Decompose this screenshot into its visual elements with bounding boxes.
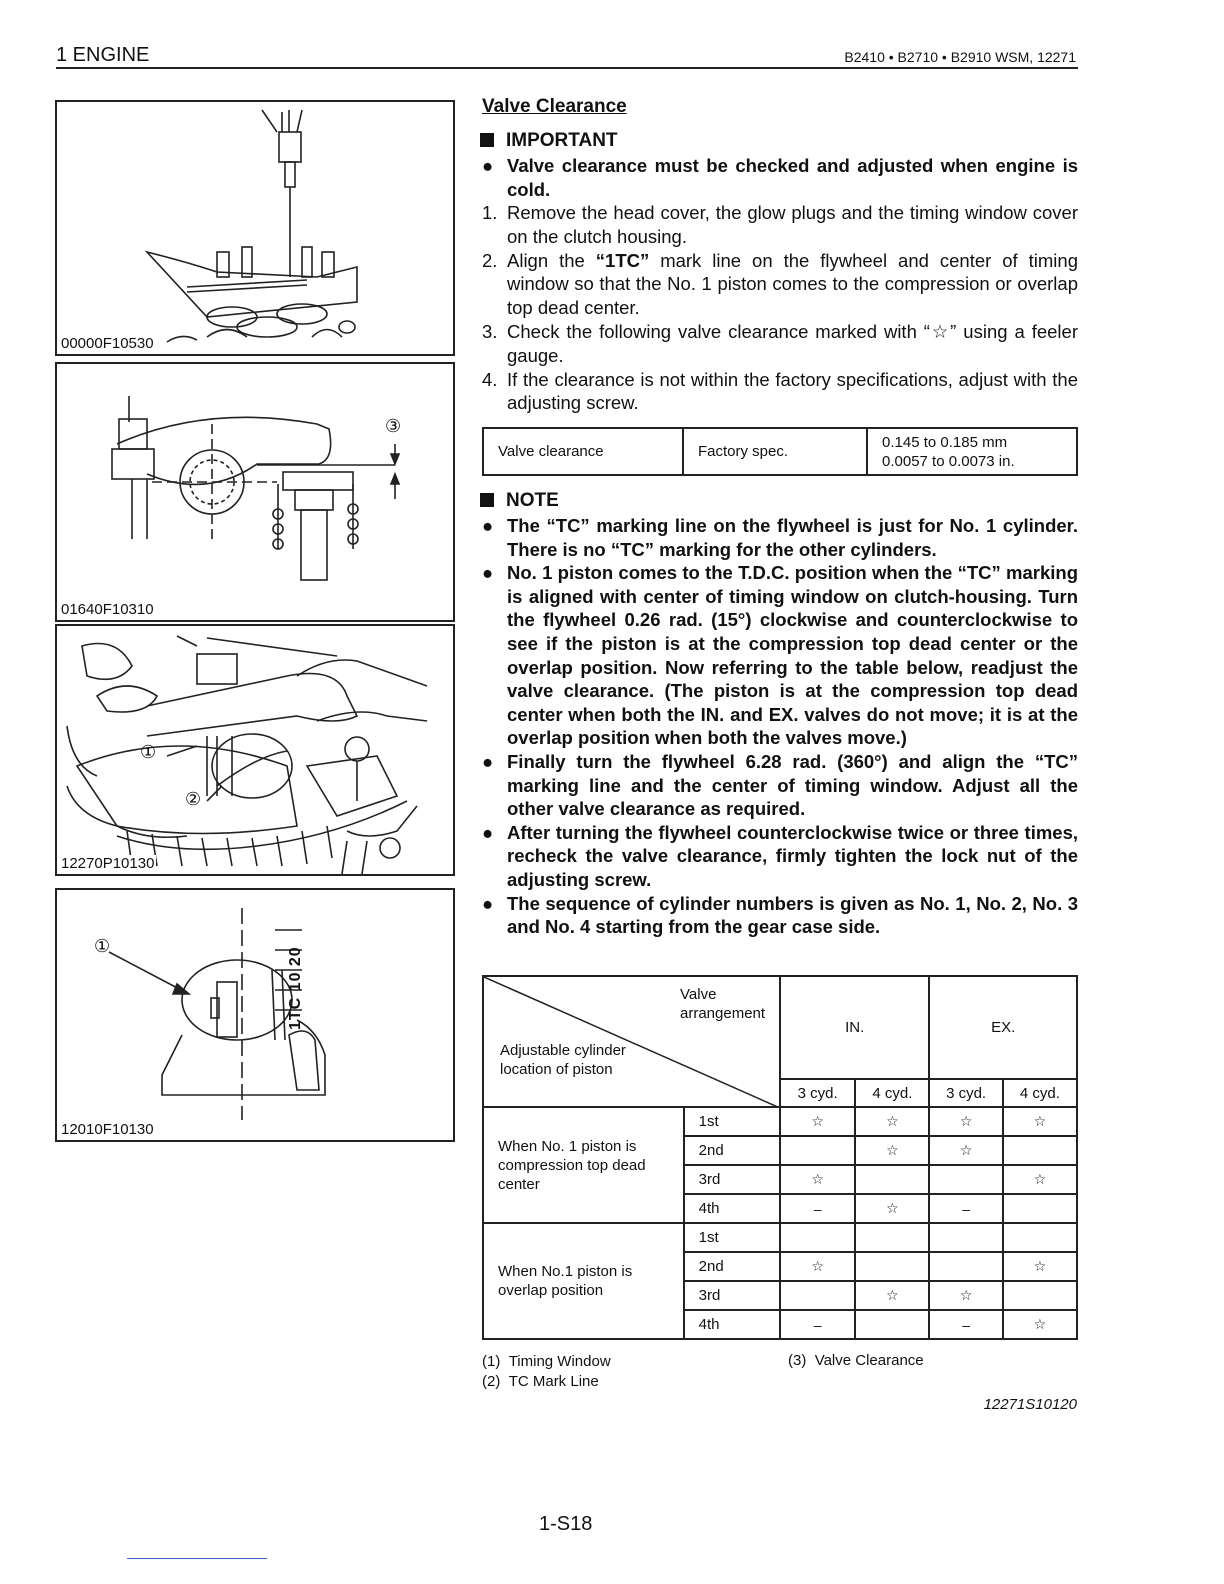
table-cell: ☆ xyxy=(929,1107,1002,1136)
legend-left xyxy=(482,1352,611,1392)
bullet-icon: ● xyxy=(482,892,494,914)
rocker-arm-clearance-diagram xyxy=(57,364,453,620)
step: 4. If the clearance is not within the factory specifications, adjust with the adjusting screw. xyxy=(482,368,1078,414)
table-cell xyxy=(1003,1194,1077,1223)
bullet-icon: ● xyxy=(482,515,494,536)
table-cell xyxy=(780,1136,855,1165)
flywheel-scale-text: 1TC 10 20 xyxy=(287,946,304,1030)
table-cell xyxy=(780,1281,855,1310)
figure-feeler-gauge xyxy=(55,100,455,356)
spec-table xyxy=(482,427,1078,476)
square-bullet-icon xyxy=(480,133,494,147)
table-cell: ☆ xyxy=(1003,1310,1077,1339)
table-cell: ☆ xyxy=(855,1107,929,1136)
step: 1. Remove the head cover, the glow plugs and the timing window cover on the clutch housing. xyxy=(482,202,1078,247)
table-cell xyxy=(929,1252,1002,1281)
note-bullet: ● The sequence of cylinder numbers is given as No. 1, No. 2, No. 3 and No. 4 starting from the gear case side. xyxy=(482,892,1078,938)
legend-item: (1) Timing Window xyxy=(482,1353,611,1370)
page-number: 1-S18 xyxy=(539,1513,593,1535)
cyl-label: 1st xyxy=(684,1223,780,1252)
table-cell xyxy=(855,1252,929,1281)
spec-value: 0.145 to 0.185 mm 0.0057 to 0.0073 in. xyxy=(867,428,1077,475)
section-label: When No. 1 piston is compression top dead center xyxy=(483,1107,684,1223)
subhead: 3 cyd. xyxy=(929,1079,1002,1107)
table-cell: – xyxy=(929,1194,1002,1223)
table-corner-cell xyxy=(483,976,780,1107)
subhead: 4 cyd. xyxy=(855,1079,929,1107)
flywheel-tc-mark-diagram xyxy=(57,890,453,1140)
bullet-icon: ● xyxy=(482,750,494,772)
cyl-label: 1st xyxy=(684,1107,780,1136)
note-heading: NOTE xyxy=(480,490,1078,514)
spec-kind: Factory spec. xyxy=(683,428,867,475)
table-cell xyxy=(929,1165,1002,1194)
figure-code: 12270P10130 xyxy=(61,855,155,872)
legend-item: (3) Valve Clearance xyxy=(788,1352,924,1369)
table-cell: ☆ xyxy=(780,1107,855,1136)
note-bullet: ● After turning the flywheel counterclockwise twice or three times, recheck the valve clearance, firmly tighten the lock nut of the adjusting screw. xyxy=(482,821,1078,890)
cyl-label: 2nd xyxy=(684,1136,780,1165)
table-cell: ☆ xyxy=(855,1136,929,1165)
table-cell xyxy=(1003,1223,1077,1252)
figure-timing-window-photo xyxy=(55,624,455,876)
legend-item: (2) TC Mark Line xyxy=(482,1373,599,1390)
table-cell: ☆ xyxy=(855,1281,929,1310)
figure-rocker-arm xyxy=(55,362,455,622)
table-cell: – xyxy=(780,1194,855,1223)
table-cell xyxy=(855,1223,929,1252)
subhead: 3 cyd. xyxy=(780,1079,855,1107)
table-cell xyxy=(1003,1281,1077,1310)
note-bullet: ● No. 1 piston comes to the T.D.C. position when the “TC” marking is aligned with center of timing window on clutch-housing. Turn the flywheel 0.26 rad. (15°) clockwise and counterclockwise to see if the piston is at the compression top dead center or the overlap position. Now referring to the table below, readjust the valve clearance. (The piston is at the compression top dead center when both the IN. and EX. valves do not move; it is at the overlap position when both the valves move.) xyxy=(482,562,1078,749)
bullet-icon: ● xyxy=(482,821,494,843)
cyl-label: 3rd xyxy=(684,1281,780,1310)
timing-window-photo xyxy=(57,626,453,874)
table-cell: ☆ xyxy=(1003,1165,1077,1194)
note-section xyxy=(482,490,1078,939)
group-ex: EX. xyxy=(929,976,1077,1079)
bullet-icon: ● xyxy=(482,562,494,584)
figure-flywheel-tc-mark xyxy=(55,888,455,1142)
spec-item: Valve clearance xyxy=(483,428,683,475)
table-cell: ☆ xyxy=(929,1281,1002,1310)
table-cell: ☆ xyxy=(929,1136,1002,1165)
table-cell: – xyxy=(929,1310,1002,1339)
valve-arrangement-table xyxy=(482,975,1078,1340)
bullet-icon: ● xyxy=(482,155,494,176)
callout-1: ① xyxy=(140,742,157,762)
cyl-label: 4th xyxy=(684,1194,780,1223)
procedure-steps xyxy=(482,201,1078,415)
figure-code: 01640F10310 xyxy=(61,601,154,618)
model-reference: B2410 • B2710 • B2910 WSM, 12271 xyxy=(844,49,1076,65)
cyl-label: 2nd xyxy=(684,1252,780,1281)
corner-bottom-label: Adjustable cylinder location of piston xyxy=(500,1042,626,1078)
important-heading: IMPORTANT xyxy=(480,130,618,152)
cyl-label: 3rd xyxy=(684,1165,780,1194)
table-cell xyxy=(855,1310,929,1339)
table-cell xyxy=(929,1223,1002,1252)
table-cell: ☆ xyxy=(780,1165,855,1194)
step: 3. Check the following valve clearance marked with “☆” using a feeler gauge. xyxy=(482,320,1078,366)
important-bullet: ● Valve clearance must be checked and adjusted when engine is cold. xyxy=(482,155,1078,200)
feeler-gauge-valve-illustration xyxy=(57,102,453,354)
note-bullet: ● The “TC” marking line on the flywheel is just for No. 1 cylinder. There is no “TC” marking for the other cylinders. xyxy=(482,515,1078,560)
callout-1: ① xyxy=(94,936,111,956)
table-cell: ☆ xyxy=(1003,1252,1077,1281)
section-label: When No.1 piston is overlap position xyxy=(483,1223,684,1339)
table-cell xyxy=(780,1223,855,1252)
page-title: Valve Clearance xyxy=(482,96,627,117)
note-bullet: ● Finally turn the flywheel 6.28 rad. (360°) and align the “TC” marking line and the center of timing window. Adjust all the other valve clearance as required. xyxy=(482,750,1078,820)
table-cell: – xyxy=(780,1310,855,1339)
cyl-label: 4th xyxy=(684,1310,780,1339)
step: 2. Align the “1TC” mark line on the flywheel and center of timing window so that the No. 1 piston comes to the compression or overlap top dead center. xyxy=(482,249,1078,319)
figure-code: 12010F10130 xyxy=(61,1121,154,1138)
table-cell: ☆ xyxy=(1003,1107,1077,1136)
group-in: IN. xyxy=(780,976,930,1079)
bottom-link-underline xyxy=(127,1558,267,1559)
table-cell xyxy=(1003,1136,1077,1165)
subhead: 4 cyd. xyxy=(1003,1079,1077,1107)
document-id: 12271S10120 xyxy=(983,1396,1077,1413)
figure-code: 00000F10530 xyxy=(61,335,154,352)
square-bullet-icon xyxy=(480,493,494,507)
callout-2: ② xyxy=(185,789,202,809)
table-cell: ☆ xyxy=(855,1194,929,1223)
table-cell: ☆ xyxy=(780,1252,855,1281)
corner-top-label: Valve arrangement xyxy=(680,986,766,1022)
header-rule xyxy=(56,67,1078,69)
table-cell xyxy=(855,1165,929,1194)
callout-3: ③ xyxy=(385,416,402,436)
section-title: 1 ENGINE xyxy=(56,44,150,66)
